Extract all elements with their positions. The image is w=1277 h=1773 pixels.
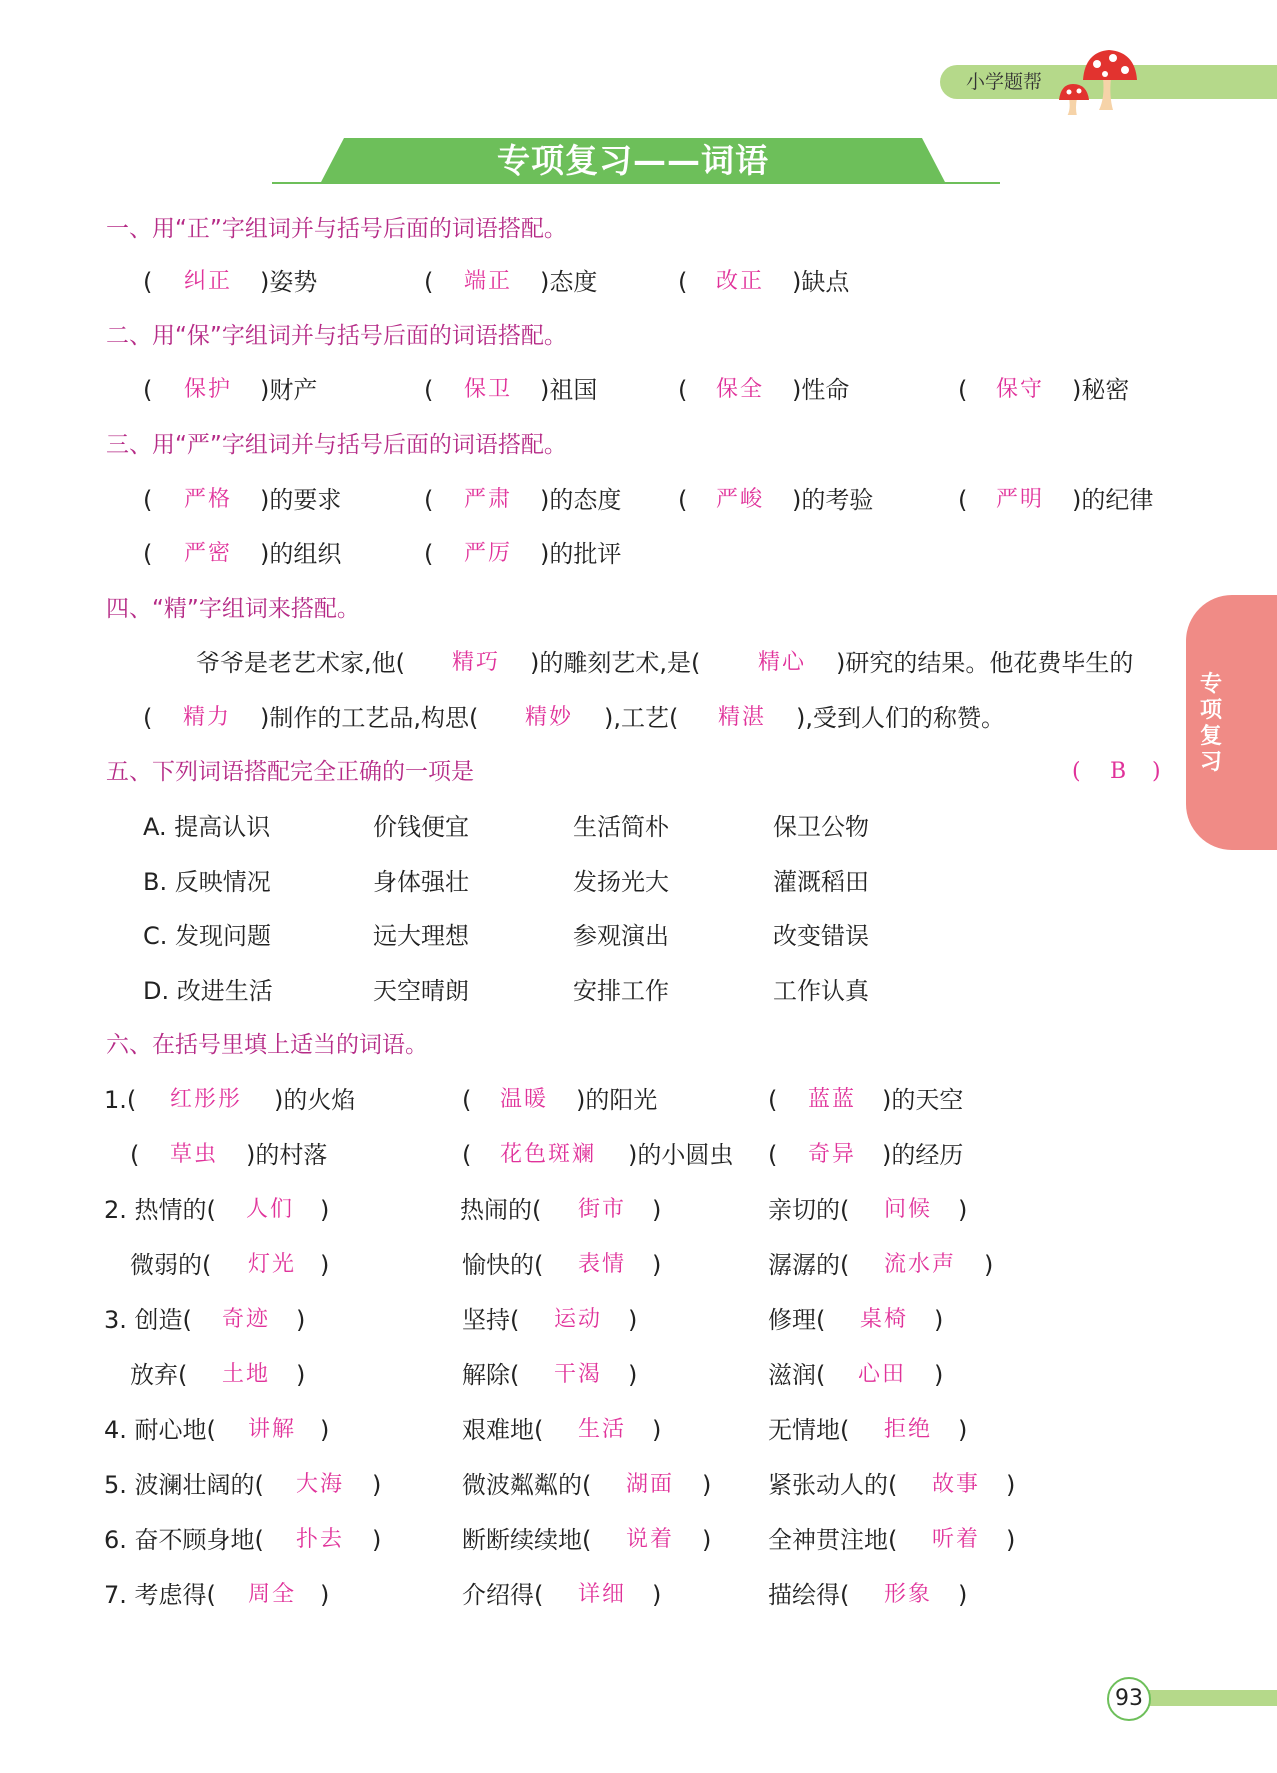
s4-answer-4: 精妙 bbox=[525, 705, 574, 730]
s2-item-1-answer: 保护 bbox=[184, 377, 233, 402]
s6-r7-c2-pre: 艰难地( bbox=[462, 1416, 544, 1444]
s6-r8-c3-post: ) bbox=[1006, 1471, 1016, 1499]
s6-r6-c2-post: ) bbox=[628, 1361, 638, 1389]
s6-r5-c3-post: ) bbox=[934, 1306, 944, 1334]
section-6-heading: 六、在括号里填上适当的词语。 bbox=[106, 1032, 428, 1058]
page-title: 专项复习——词语 bbox=[497, 141, 769, 180]
s6-r1-c2-post: )的阳光 bbox=[576, 1086, 658, 1114]
s6-r10-c2-answer: 详细 bbox=[578, 1582, 627, 1607]
s2-item-3-open: ( bbox=[678, 376, 688, 404]
s5-option-d-3: 安排工作 bbox=[573, 977, 669, 1005]
s3-item-2-answer: 严肃 bbox=[464, 487, 513, 512]
s1-item-1-text: )姿势 bbox=[260, 268, 318, 296]
s6-r7-c1-pre: 4. 耐心地( bbox=[104, 1416, 216, 1444]
s3-item-1-answer: 严格 bbox=[184, 487, 233, 512]
page-number: 93 bbox=[1107, 1677, 1151, 1721]
s2-item-4-text: )秘密 bbox=[1072, 376, 1130, 404]
s5-option-c-2: 远大理想 bbox=[373, 922, 469, 950]
s1-item-3-open: ( bbox=[678, 268, 688, 296]
s6-r5-c3-pre: 修理( bbox=[768, 1306, 826, 1334]
s4-answer-5: 精湛 bbox=[718, 705, 767, 730]
s4-text-1b: )的雕刻艺术,是( bbox=[530, 649, 701, 677]
s6-r6-c3-pre: 滋润( bbox=[768, 1361, 826, 1389]
s6-r1-c3-answer: 蓝蓝 bbox=[808, 1087, 857, 1112]
s6-r8-c2-pre: 微波粼粼的( bbox=[462, 1471, 592, 1499]
s2-item-4-open: ( bbox=[958, 376, 968, 404]
s5-answer: B bbox=[1110, 759, 1129, 784]
s2-item-3-text: )性命 bbox=[792, 376, 850, 404]
s6-r4-c1-answer: 灯光 bbox=[248, 1252, 297, 1277]
s4-text-2c: ),工艺( bbox=[604, 704, 679, 732]
s6-r4-c1-pre: 微弱的( bbox=[130, 1251, 212, 1279]
s2-item-2-open: ( bbox=[424, 376, 434, 404]
s5-option-d-2: 天空晴朗 bbox=[373, 977, 469, 1005]
s6-r5-c3-answer: 桌椅 bbox=[860, 1307, 909, 1332]
s3-item-6-text: )的批评 bbox=[540, 540, 622, 568]
s4-text-1a: 爷爷是老艺术家,他( bbox=[196, 649, 405, 677]
s6-r1-c1-post: )的火焰 bbox=[274, 1086, 356, 1114]
brand-label: 小学题帮 bbox=[966, 71, 1043, 93]
s6-r9-c2-answer: 说着 bbox=[626, 1527, 675, 1552]
section-5-heading: 五、下列词语搭配完全正确的一项是 bbox=[106, 759, 474, 785]
s6-r8-c1-post: ) bbox=[372, 1471, 382, 1499]
s4-text-1c: )研究的结果。他花费毕生的 bbox=[836, 649, 1134, 677]
s6-r7-c1-answer: 讲解 bbox=[248, 1417, 297, 1442]
s1-item-2-open: ( bbox=[424, 268, 434, 296]
s6-r10-c2-pre: 介绍得( bbox=[462, 1581, 544, 1609]
s5-bracket-close: ) bbox=[1152, 759, 1163, 784]
s2-item-3-answer: 保全 bbox=[716, 377, 765, 402]
section-2-heading: 二、用“保”字组词并与括号后面的词语搭配。 bbox=[106, 323, 567, 349]
s6-r4-c2-answer: 表情 bbox=[578, 1252, 627, 1277]
s6-r4-c3-answer: 流水声 bbox=[884, 1252, 957, 1277]
s6-r7-c3-answer: 拒绝 bbox=[884, 1417, 933, 1442]
s6-r10-c2-post: ) bbox=[652, 1581, 662, 1609]
s6-r9-c1-answer: 扑去 bbox=[296, 1527, 345, 1552]
s6-r1-c1-pre: 1.( bbox=[104, 1086, 137, 1114]
s3-item-5-answer: 严密 bbox=[184, 541, 233, 566]
s5-option-a-4: 保卫公物 bbox=[773, 813, 869, 841]
s6-r5-c2-post: ) bbox=[628, 1306, 638, 1334]
s6-r2-c3-pre: ( bbox=[768, 1141, 778, 1169]
s6-r3-c1-answer: 人们 bbox=[246, 1197, 295, 1222]
s5-option-a-3: 生活简朴 bbox=[573, 813, 669, 841]
s6-r10-c1-answer: 周全 bbox=[248, 1582, 297, 1607]
s3-item-1-text: )的要求 bbox=[260, 486, 342, 514]
s2-item-1-open: ( bbox=[143, 376, 153, 404]
section-4-heading: 四、“精”字组词来搭配。 bbox=[106, 596, 360, 622]
s6-r2-c2-post: )的小圆虫 bbox=[628, 1141, 734, 1169]
s5-option-a-1: A. 提高认识 bbox=[143, 813, 271, 841]
s6-r3-c1-post: ) bbox=[320, 1196, 330, 1224]
s6-r7-c3-pre: 无情地( bbox=[768, 1416, 850, 1444]
s6-r1-c3-post: )的天空 bbox=[882, 1086, 964, 1114]
s6-r1-c1-answer: 红彤彤 bbox=[170, 1087, 243, 1112]
s6-r7-c3-post: ) bbox=[958, 1416, 968, 1444]
s6-r3-c2-answer: 街市 bbox=[578, 1197, 627, 1222]
s4-text-2a: ( bbox=[143, 704, 153, 732]
s6-r6-c2-pre: 解除( bbox=[462, 1361, 520, 1389]
s3-item-5-text: )的组织 bbox=[260, 540, 342, 568]
s6-r7-c2-post: ) bbox=[652, 1416, 662, 1444]
s5-option-b-4: 灌溉稻田 bbox=[773, 868, 869, 896]
s6-r8-c3-pre: 紧张动人的( bbox=[768, 1471, 898, 1499]
s6-r3-c2-post: ) bbox=[652, 1196, 662, 1224]
section-1-heading: 一、用“正”字组词并与括号后面的词语搭配。 bbox=[106, 216, 567, 242]
s6-r9-c3-post: ) bbox=[1006, 1526, 1016, 1554]
s5-option-b-1: B. 反映情况 bbox=[143, 868, 271, 896]
s6-r4-c3-pre: 潺潺的( bbox=[768, 1251, 850, 1279]
s5-option-d-4: 工作认真 bbox=[773, 977, 869, 1005]
s3-item-3-text: )的考验 bbox=[792, 486, 874, 514]
s6-r5-c2-pre: 坚持( bbox=[462, 1306, 520, 1334]
s1-item-3-text: )缺点 bbox=[792, 268, 850, 296]
s1-item-2-answer: 端正 bbox=[464, 269, 513, 294]
s5-option-a-2: 价钱便宜 bbox=[373, 813, 469, 841]
page-number-bar bbox=[1140, 1690, 1277, 1706]
s6-r2-c2-pre: ( bbox=[462, 1141, 472, 1169]
s6-r2-c1-post: )的村落 bbox=[246, 1141, 328, 1169]
s6-r5-c1-answer: 奇迹 bbox=[222, 1307, 271, 1332]
s3-item-4-open: ( bbox=[958, 486, 968, 514]
s6-r2-c1-pre: ( bbox=[130, 1141, 140, 1169]
s6-r2-c3-answer: 奇异 bbox=[808, 1142, 857, 1167]
s3-item-2-text: )的态度 bbox=[540, 486, 622, 514]
side-tab-label: 专项复习 bbox=[1199, 672, 1222, 775]
s6-r8-c2-answer: 湖面 bbox=[626, 1472, 675, 1497]
s6-r3-c3-answer: 问候 bbox=[884, 1197, 933, 1222]
s6-r9-c3-pre: 全神贯注地( bbox=[768, 1526, 898, 1554]
s6-r5-c1-post: ) bbox=[296, 1306, 306, 1334]
s4-answer-1: 精巧 bbox=[452, 650, 501, 675]
s6-r2-c2-answer: 花色斑斓 bbox=[500, 1142, 597, 1167]
s4-text-2b: )制作的工艺品,构思( bbox=[260, 704, 479, 732]
s6-r8-c1-answer: 大海 bbox=[296, 1472, 345, 1497]
s1-item-2-text: )态度 bbox=[540, 268, 598, 296]
s1-item-1-answer: 纠正 bbox=[184, 269, 233, 294]
s1-item-1-open: ( bbox=[143, 268, 153, 296]
s6-r6-c1-answer: 土地 bbox=[222, 1362, 271, 1387]
s6-r6-c1-pre: 放弃( bbox=[130, 1361, 188, 1389]
s6-r4-c2-pre: 愉快的( bbox=[462, 1251, 544, 1279]
s6-r1-c2-pre: ( bbox=[462, 1086, 472, 1114]
s2-item-1-text: )财产 bbox=[260, 376, 318, 404]
s6-r9-c2-post: ) bbox=[702, 1526, 712, 1554]
s6-r5-c2-answer: 运动 bbox=[554, 1307, 603, 1332]
s5-bracket-open: ( bbox=[1072, 759, 1083, 784]
s4-answer-3: 精力 bbox=[183, 705, 232, 730]
s6-r10-c3-pre: 描绘得( bbox=[768, 1581, 850, 1609]
s6-r5-c1-pre: 3. 创造( bbox=[104, 1306, 192, 1334]
s3-item-6-open: ( bbox=[424, 540, 434, 568]
s6-r6-c2-answer: 干渴 bbox=[554, 1362, 603, 1387]
s3-item-4-text: )的纪律 bbox=[1072, 486, 1154, 514]
section-3-heading: 三、用“严”字组词并与括号后面的词语搭配。 bbox=[106, 432, 567, 458]
s6-r10-c3-answer: 形象 bbox=[884, 1582, 933, 1607]
s3-item-4-answer: 严明 bbox=[996, 487, 1045, 512]
s6-r8-c2-post: ) bbox=[702, 1471, 712, 1499]
s6-r7-c1-post: ) bbox=[320, 1416, 330, 1444]
s6-r6-c1-post: ) bbox=[296, 1361, 306, 1389]
s6-r6-c3-post: ) bbox=[934, 1361, 944, 1389]
s6-r10-c3-post: ) bbox=[958, 1581, 968, 1609]
s6-r10-c1-post: ) bbox=[320, 1581, 330, 1609]
s6-r9-c1-pre: 6. 奋不顾身地( bbox=[104, 1526, 264, 1554]
s5-option-c-3: 参观演出 bbox=[573, 922, 669, 950]
s6-r7-c2-answer: 生活 bbox=[578, 1417, 627, 1442]
s6-r8-c3-answer: 故事 bbox=[932, 1472, 981, 1497]
s5-option-c-1: C. 发现问题 bbox=[143, 922, 272, 950]
s6-r9-c3-answer: 听着 bbox=[932, 1527, 981, 1552]
s3-item-5-open: ( bbox=[143, 540, 153, 568]
s5-option-b-2: 身体强壮 bbox=[373, 868, 469, 896]
s6-r10-c1-pre: 7. 考虑得( bbox=[104, 1581, 216, 1609]
s2-item-2-text: )祖国 bbox=[540, 376, 598, 404]
s6-r1-c2-answer: 温暖 bbox=[500, 1087, 549, 1112]
s6-r2-c3-post: )的经历 bbox=[882, 1141, 964, 1169]
s5-option-c-4: 改变错误 bbox=[773, 922, 869, 950]
mushroom-icon bbox=[1055, 40, 1145, 115]
s4-text-2d: ),受到人们的称赞。 bbox=[796, 704, 1005, 732]
s3-item-1-open: ( bbox=[143, 486, 153, 514]
s6-r4-c2-post: ) bbox=[652, 1251, 662, 1279]
s6-r8-c1-pre: 5. 波澜壮阔的( bbox=[104, 1471, 264, 1499]
s6-r6-c3-answer: 心田 bbox=[858, 1362, 907, 1387]
s6-r1-c3-pre: ( bbox=[768, 1086, 778, 1114]
s1-item-3-answer: 改正 bbox=[716, 269, 765, 294]
s6-r3-c3-post: ) bbox=[958, 1196, 968, 1224]
s5-option-d-1: D. 改进生活 bbox=[143, 977, 273, 1005]
s2-item-4-answer: 保守 bbox=[996, 377, 1045, 402]
s6-r4-c1-post: ) bbox=[320, 1251, 330, 1279]
s6-r9-c2-pre: 断断续续地( bbox=[462, 1526, 592, 1554]
s2-item-2-answer: 保卫 bbox=[464, 377, 513, 402]
s6-r9-c1-post: ) bbox=[372, 1526, 382, 1554]
s3-item-2-open: ( bbox=[424, 486, 434, 514]
s6-r4-c3-post: ) bbox=[984, 1251, 994, 1279]
s5-option-b-3: 发扬光大 bbox=[573, 868, 669, 896]
s3-item-3-open: ( bbox=[678, 486, 688, 514]
s3-item-6-answer: 严厉 bbox=[464, 541, 513, 566]
s6-r3-c3-pre: 亲切的( bbox=[768, 1196, 850, 1224]
s6-r3-c2-pre: 热闹的( bbox=[460, 1196, 542, 1224]
s3-item-3-answer: 严峻 bbox=[716, 487, 765, 512]
s6-r3-c1-pre: 2. 热情的( bbox=[104, 1196, 216, 1224]
s6-r2-c1-answer: 草虫 bbox=[170, 1142, 219, 1167]
s4-answer-2: 精心 bbox=[758, 650, 807, 675]
